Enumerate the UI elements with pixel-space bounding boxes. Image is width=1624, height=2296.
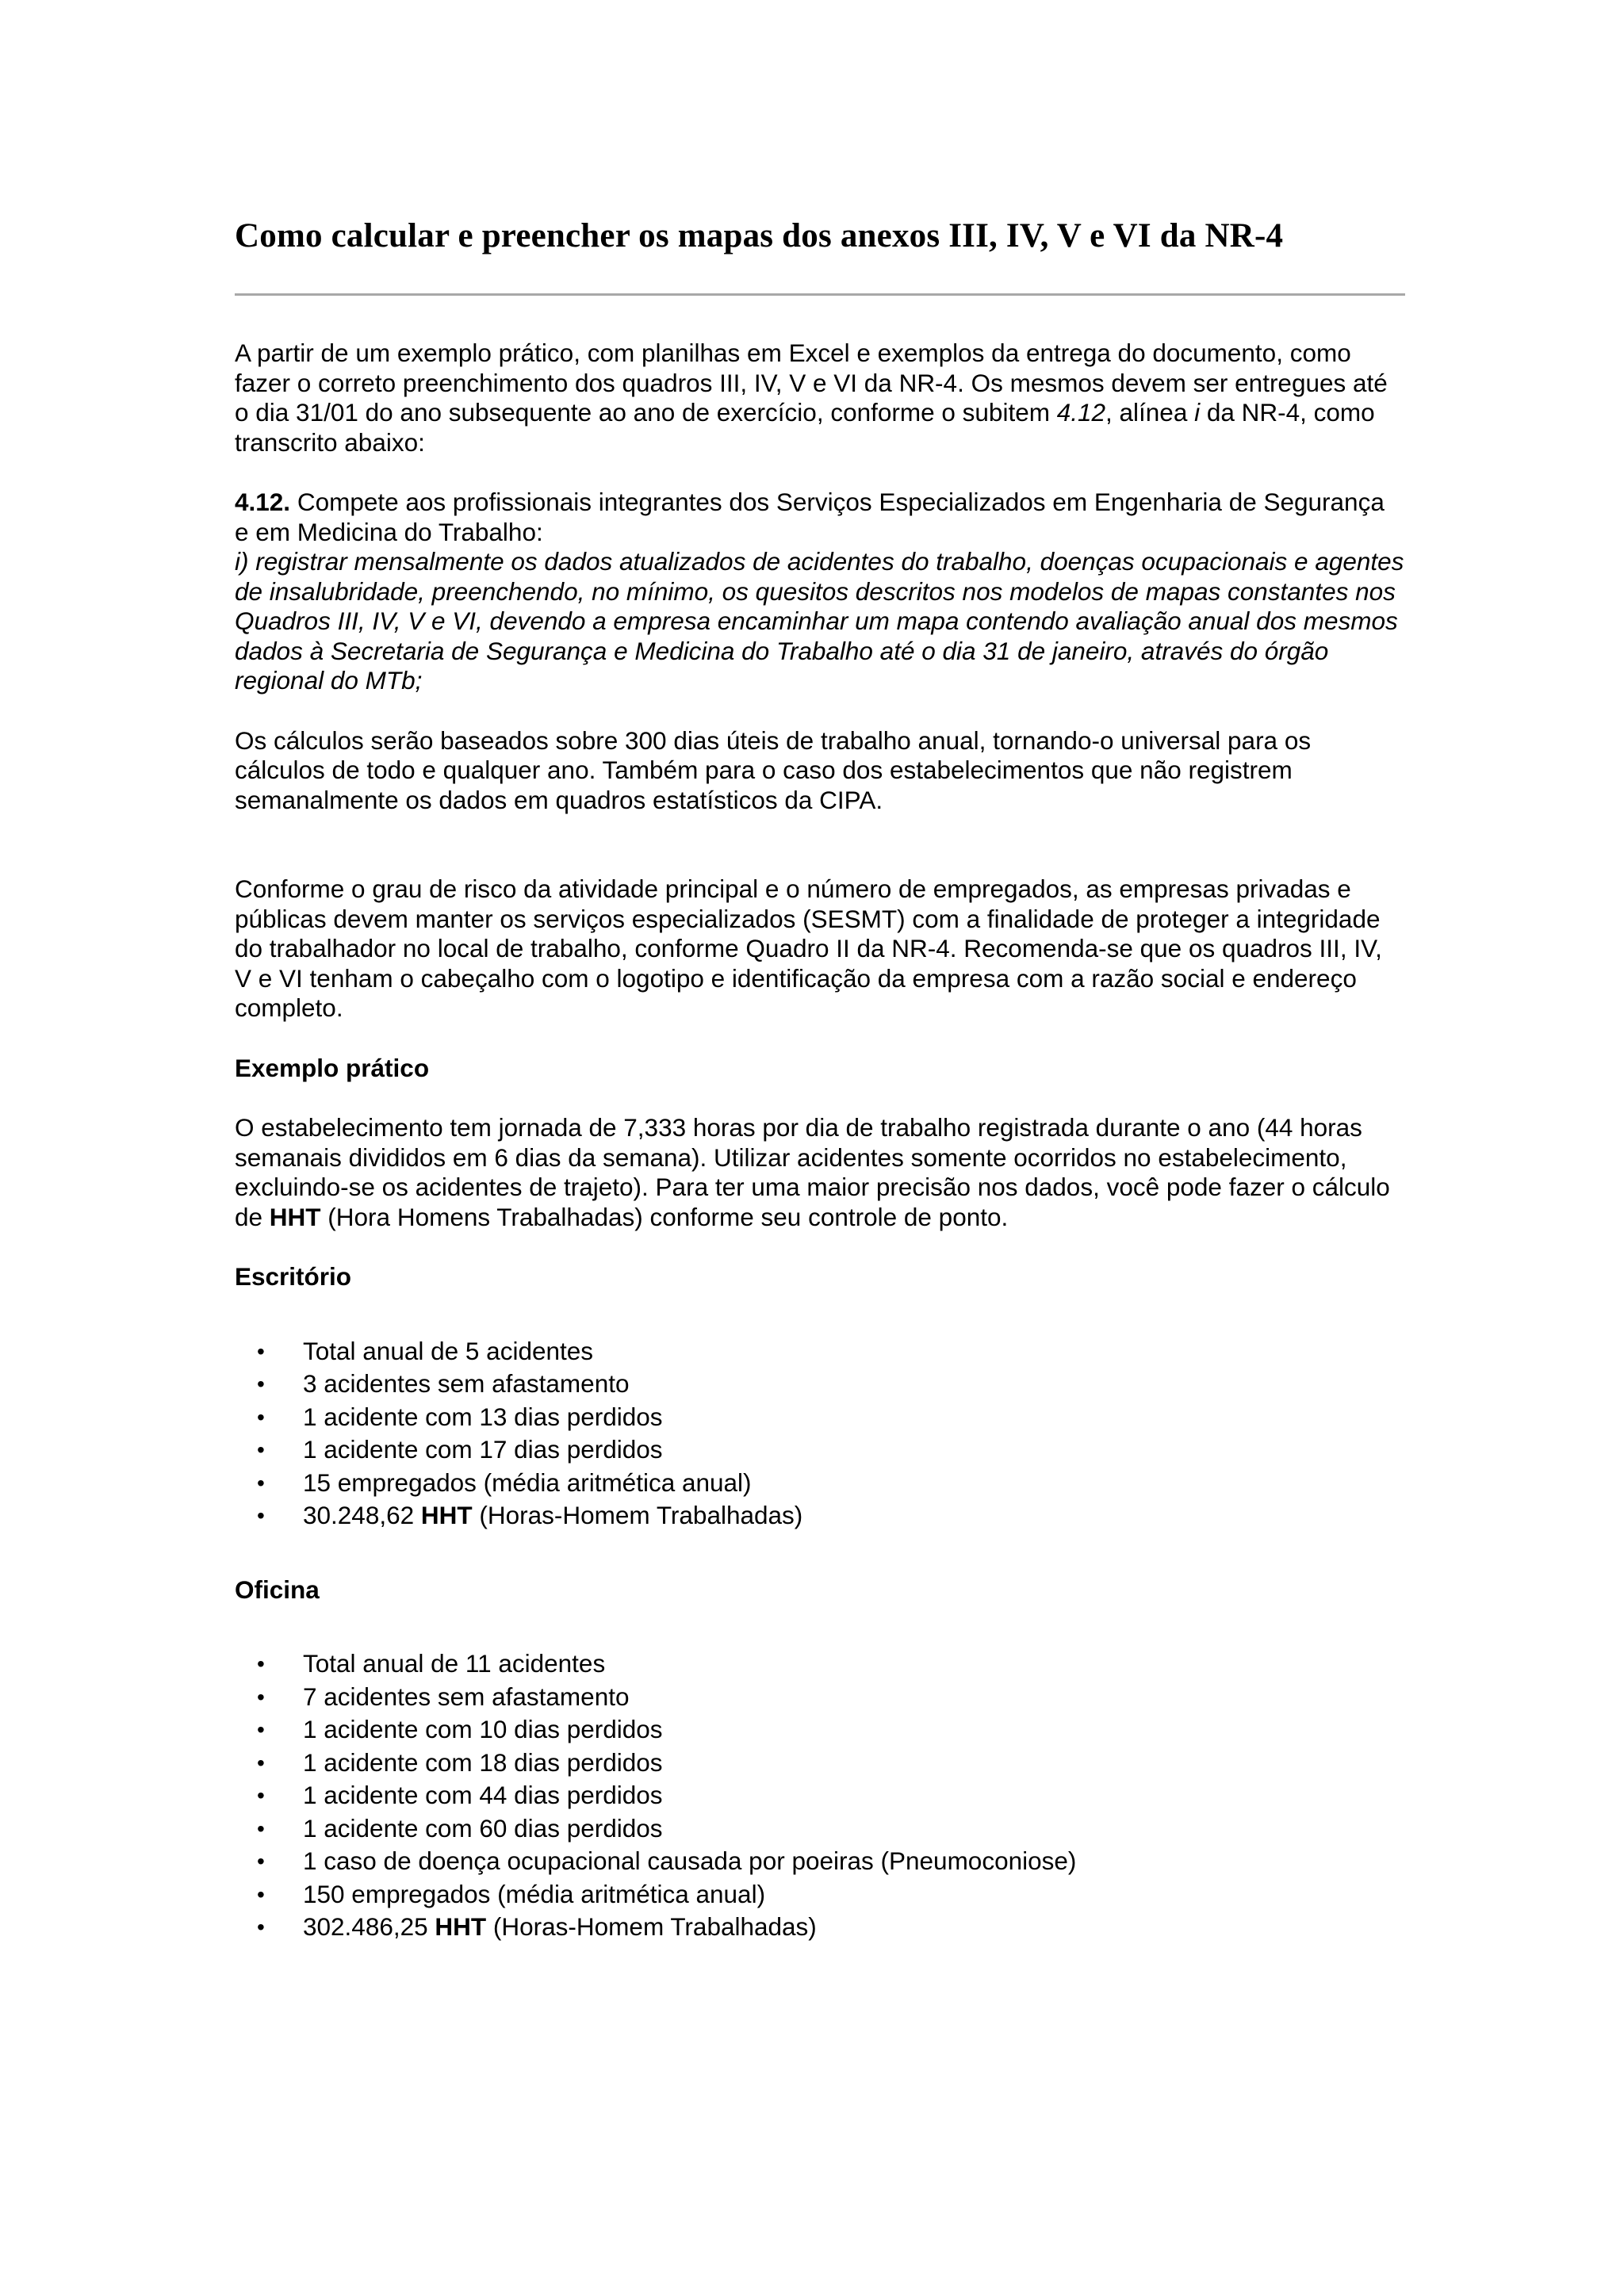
list-item bbox=[235, 1911, 1405, 1944]
bullet-icon: • bbox=[257, 1404, 265, 1429]
hht-label: HHT bbox=[420, 1501, 473, 1529]
hht-desc: (Horas-Homem Trabalhadas) bbox=[472, 1501, 803, 1529]
workshop-list bbox=[235, 1647, 1405, 1944]
intro-text-1: A partir de um exemplo prático, com planilhas em Excel e exemplos da entrega do documento, como fazer o correto preenchimento dos quadros III, IV, V e VI da NR-4. Os mesmos devem ser entregues até o dia 31/01 do ano subsequente ao ano de exercício, conforme o subitem bbox=[235, 339, 1388, 427]
calc-paragraph: Os cálculos serão baseados sobre 300 dias úteis de trabalho anual, tornando-o universal para os cálculos de todo e qualquer ano. Também para o caso dos estabelecimentos que não registrem semanalmente os dados em quadros estatísticos da CIPA. bbox=[235, 725, 1312, 814]
list-item-text: 150 empregados (média aritmética anual) bbox=[303, 1879, 766, 1908]
intro-text-2: , alínea bbox=[1105, 398, 1195, 427]
title-divider bbox=[235, 293, 1405, 296]
bullet-icon: • bbox=[257, 1684, 265, 1709]
list-item bbox=[235, 1401, 1405, 1434]
list-item bbox=[235, 1779, 1405, 1812]
list-item-text: 1 acidente com 18 dias perdidos bbox=[303, 1747, 663, 1777]
bullet-icon: • bbox=[257, 1783, 265, 1808]
hht-desc: (Horas-Homem Trabalhadas) bbox=[486, 1912, 817, 1941]
intro-alinea: i bbox=[1194, 398, 1201, 427]
quote-item: i) registrar mensalmente os dados atualizados de acidentes do trabalho, doenças ocupacionais e agentes de insalubridade, preenchendo, no mínimo, os quesitos descritos nos modelos de mapas constantes nos Quadros III, IV, V e VI, devendo a empresa encaminhar um mapa contendo avaliação anual dos mesmos dados à Secretaria de Segurança e Medicina do Trabalho até o dia 31 de janeiro, através do órgão regional do MTb; bbox=[235, 547, 1404, 695]
list-item bbox=[235, 1812, 1405, 1846]
document-page bbox=[235, 214, 1405, 1944]
list-item bbox=[235, 1681, 1405, 1714]
example-text-2: (Hora Homens Trabalhadas) conforme seu controle de ponto. bbox=[320, 1202, 1009, 1231]
example-text-1: O estabelecimento tem jornada de 7,333 horas por dia de trabalho registrada durante o ano (44 horas semanais divididos em 6 dias da semana). Utilizar acidentes somente ocorridos no estabelecimento, excluindo-se os acidentes de trajeto). Para ter uma maior precisão nos dados, você pode fazer o cálculo de bbox=[235, 1113, 1390, 1231]
bullet-icon: • bbox=[257, 1816, 265, 1841]
bullet-icon: • bbox=[257, 1651, 265, 1676]
list-item-text: 1 acidente com 44 dias perdidos bbox=[303, 1781, 663, 1809]
intro-paragraph bbox=[235, 339, 1405, 457]
list-item-text: 1 acidente com 17 dias perdidos bbox=[303, 1435, 663, 1464]
bullet-icon: • bbox=[257, 1437, 265, 1462]
list-item bbox=[235, 1368, 1405, 1401]
quote-lead-text: Compete aos profissionais integrantes dos Serviços Especializados em Engenharia de Segurança e em Medicina do Trabalho: bbox=[235, 488, 1385, 546]
list-item bbox=[235, 1845, 1405, 1878]
list-item bbox=[235, 1713, 1405, 1747]
bullet-icon: • bbox=[257, 1338, 265, 1364]
bullet-icon: • bbox=[257, 1372, 265, 1396]
list-item-text: Total anual de 5 acidentes bbox=[303, 1336, 594, 1365]
bullet-icon: • bbox=[257, 1503, 265, 1528]
hht-label: HHT bbox=[435, 1912, 487, 1941]
document-title: Como calcular e preencher os mapas dos anexos III, IV, V e VI da NR-4 bbox=[235, 217, 1284, 254]
list-item-text: Total anual de 11 acidentes bbox=[303, 1649, 606, 1678]
risk-paragraph: Conforme o grau de risco da atividade principal e o número de empregados, as empresas privadas e públicas devem manter os serviços especializados (SESMT) com a finalidade de proteger a integridade do trabalhador no local de trabalho, conforme Quadro II da NR-4. Recomenda-se que os quadros III, IV, V e VI tenham o cabeçalho com o logotipo e identificação da empresa com a razão social e endereço completo. bbox=[235, 874, 1382, 1022]
intro-text-3: da NR-4, como transcrito abaixo: bbox=[235, 398, 1375, 457]
bullet-icon: • bbox=[257, 1881, 265, 1907]
list-item bbox=[235, 1433, 1405, 1467]
list-item-text: 3 acidentes sem afastamento bbox=[303, 1369, 630, 1398]
regulation-quote bbox=[235, 488, 1405, 696]
list-item bbox=[235, 1499, 1405, 1533]
list-item-text: 1 acidente com 60 dias perdidos bbox=[303, 1813, 663, 1843]
list-item-text: 7 acidentes sem afastamento bbox=[303, 1682, 630, 1711]
bullet-icon: • bbox=[257, 1750, 265, 1775]
hht-value: 302.486,25 bbox=[303, 1912, 435, 1941]
hht-value: 30.248,62 bbox=[303, 1501, 421, 1529]
bullet-icon: • bbox=[257, 1915, 265, 1939]
office-title: Escritório bbox=[235, 1262, 352, 1291]
bullet-icon: • bbox=[257, 1717, 265, 1742]
list-item bbox=[235, 1647, 1405, 1681]
workshop-title: Oficina bbox=[235, 1575, 320, 1604]
list-item-text: 1 acidente com 13 dias perdidos bbox=[303, 1402, 663, 1431]
intro-subitem: 4.12 bbox=[1056, 398, 1106, 427]
list-item bbox=[235, 1467, 1405, 1500]
example-title: Exemplo prático bbox=[235, 1053, 430, 1082]
list-item bbox=[235, 1878, 1405, 1911]
list-item bbox=[235, 1335, 1405, 1368]
list-item-text: 1 acidente com 10 dias perdidos bbox=[303, 1715, 663, 1743]
list-item-text: 15 empregados (média aritmética anual) bbox=[303, 1468, 752, 1497]
list-item bbox=[235, 1747, 1405, 1780]
bullet-icon: • bbox=[257, 1470, 265, 1495]
quote-lead bbox=[235, 488, 1405, 547]
example-paragraph bbox=[235, 1113, 1405, 1232]
example-hht: HHT bbox=[269, 1202, 321, 1231]
list-item-text: 1 caso de doença ocupacional causada por poeiras (Pneumoconiose) bbox=[303, 1846, 1077, 1875]
bullet-icon: • bbox=[257, 1849, 265, 1873]
office-list bbox=[235, 1335, 1405, 1533]
quote-number: 4.12. bbox=[235, 488, 291, 516]
